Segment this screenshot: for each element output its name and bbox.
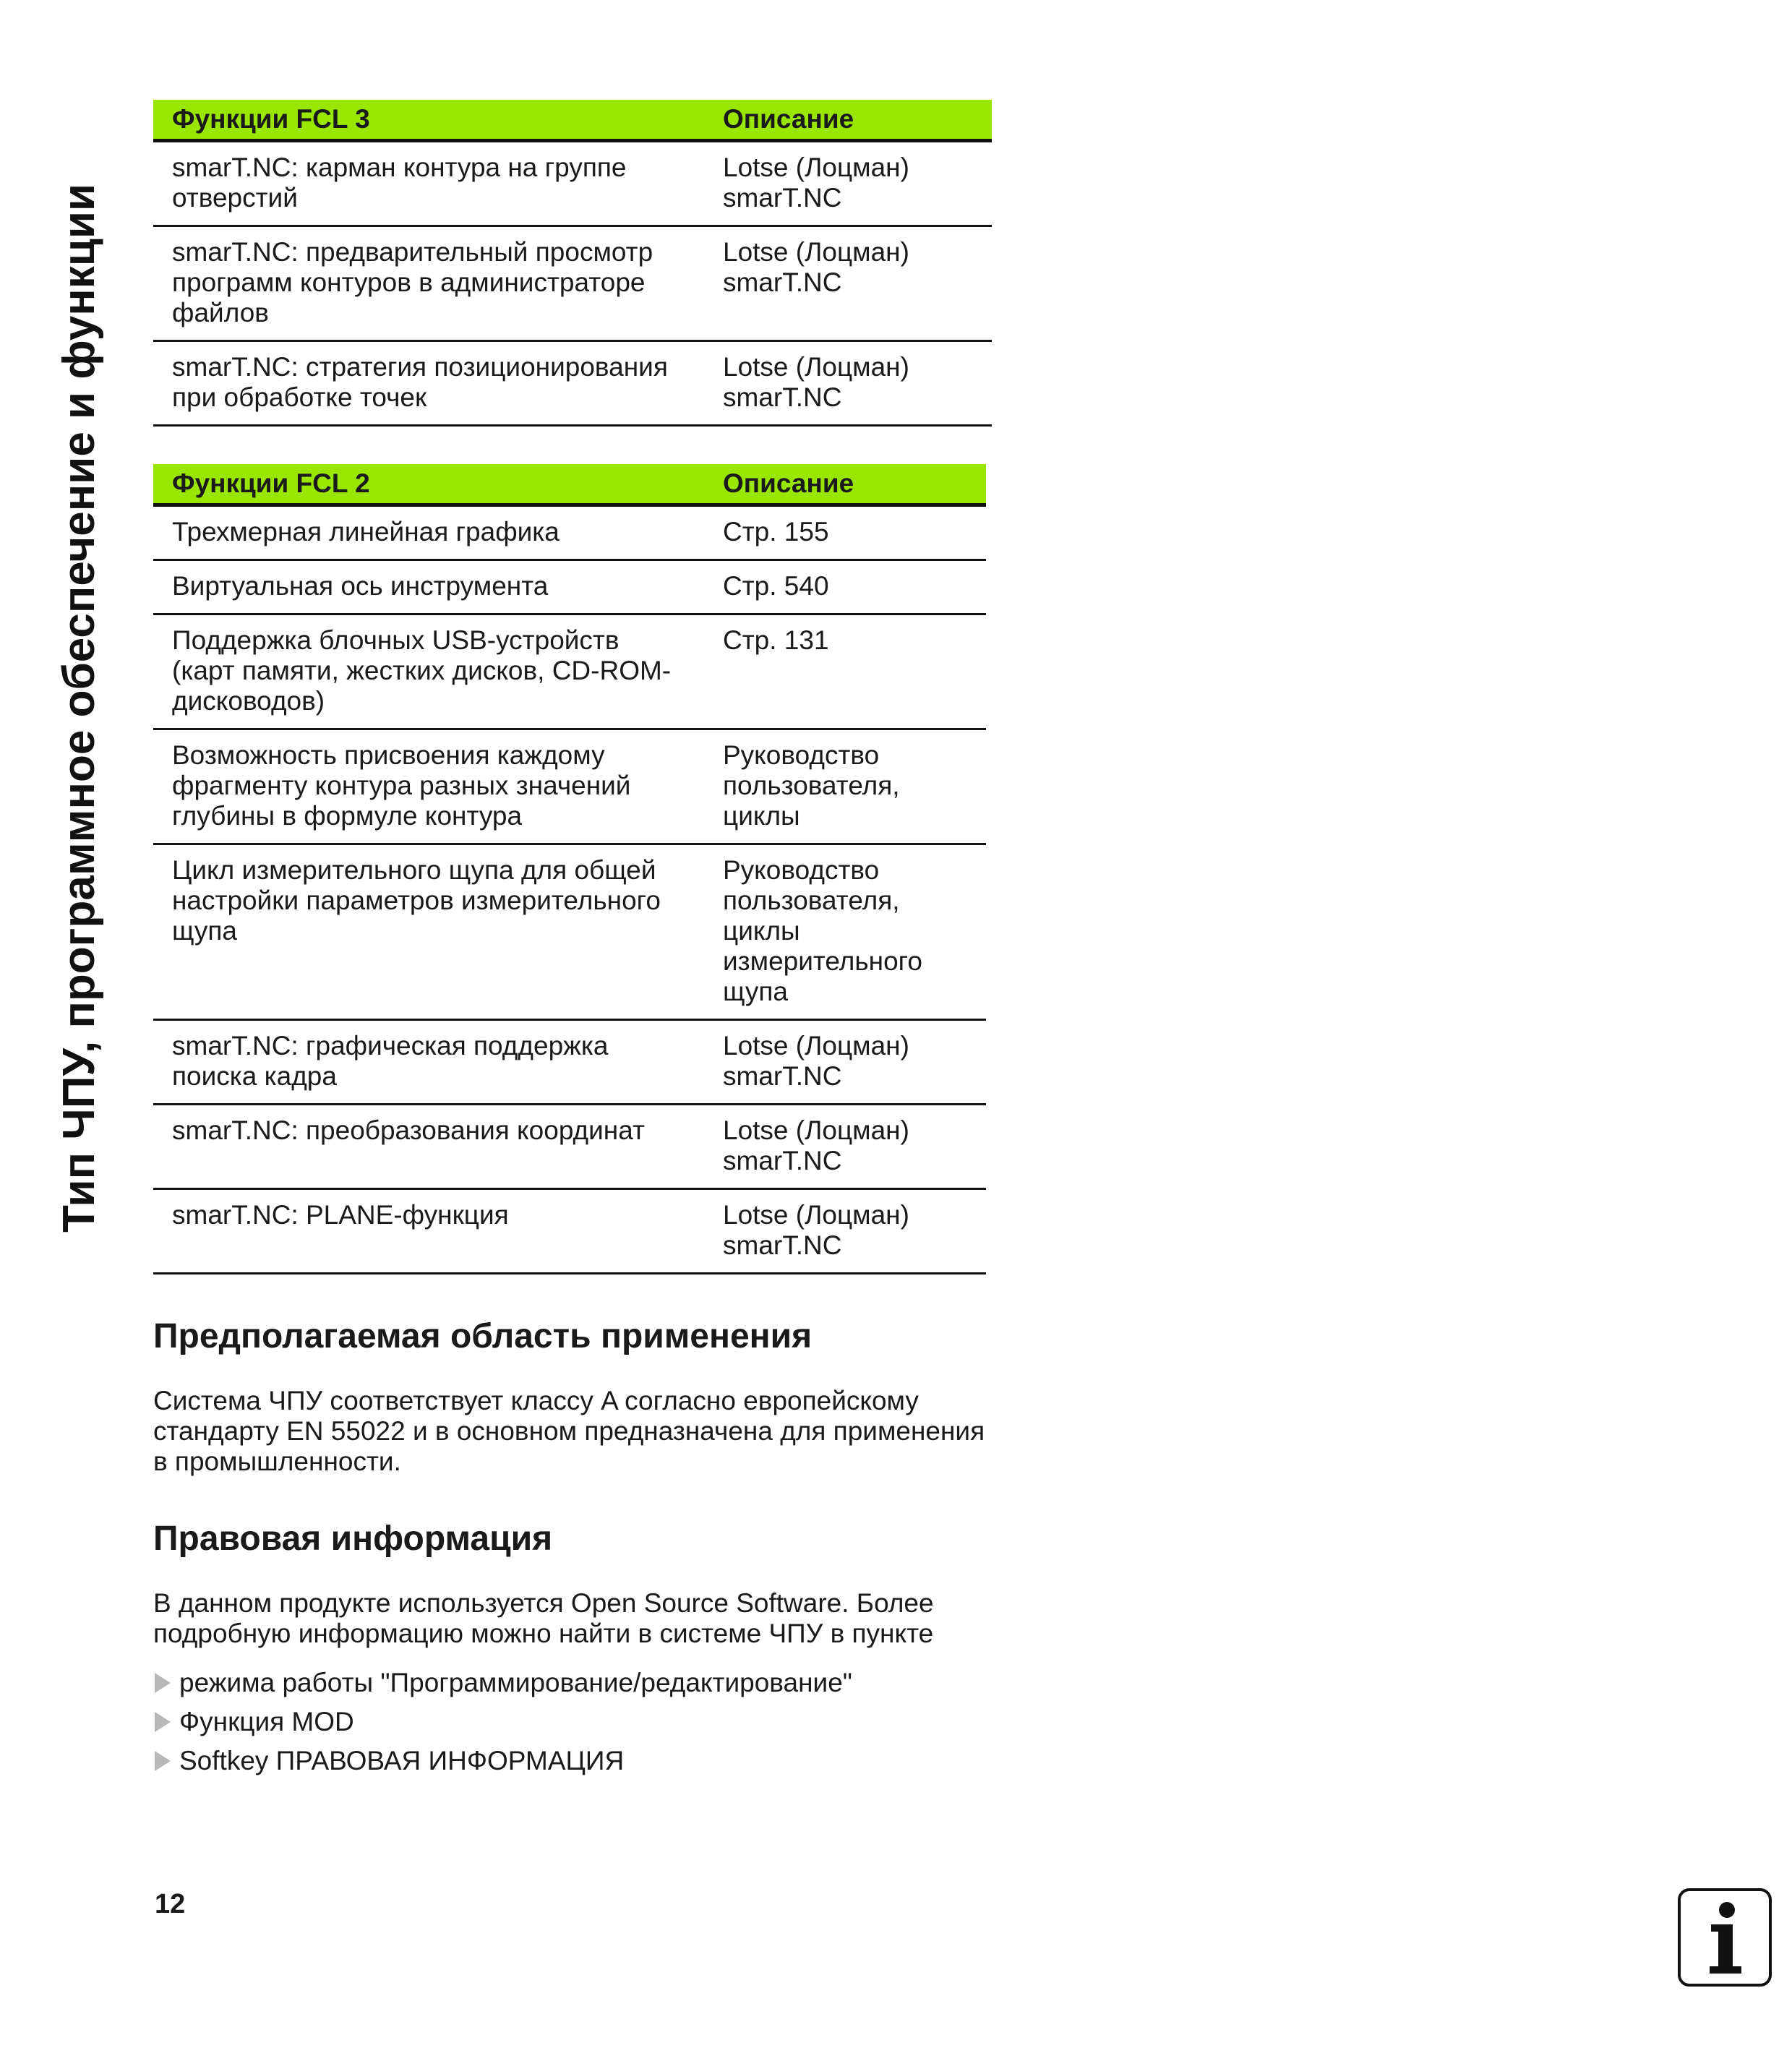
header-functions: Функции FCL 3 (153, 100, 704, 141)
triangle-bullet-icon (155, 1712, 171, 1732)
table-row (153, 1020, 986, 1105)
chapter-title: Тип ЧПУ, программное обеспечение и функции (54, 183, 104, 1233)
page-content (153, 100, 992, 1781)
function-cell: smarT.NC: предварительный просмотр программ контуров в администраторе файлов (153, 226, 704, 341)
function-cell: Виртуальная ось инструмента (153, 560, 704, 614)
table-row (153, 1189, 986, 1274)
table-row (153, 614, 986, 729)
page-number: 12 (155, 1889, 186, 1919)
description-cell: Руководство пользователя, циклы измерительного щупа (704, 844, 986, 1020)
function-cell: smarT.NC: PLANE-функция (153, 1189, 704, 1274)
legal-heading: Правовая информация (153, 1520, 553, 1558)
description-cell: Lotse (Лоцман) smarT.NC (704, 1189, 986, 1274)
triangle-bullet-icon (155, 1751, 171, 1771)
table-row (153, 844, 986, 1020)
description-cell: Руководство пользователя, циклы (704, 729, 986, 844)
list-item (153, 1741, 992, 1781)
table-header-row (153, 100, 992, 141)
table-row (153, 505, 986, 560)
function-cell: Поддержка блочных USB-устройств (карт памяти, жестких дисков, CD-ROM-дисководов) (153, 614, 704, 729)
table-row (153, 226, 992, 341)
function-cell: Трехмерная линейная графика (153, 505, 704, 560)
table-row (153, 560, 986, 614)
legal-steps-list (153, 1663, 992, 1781)
table-row (153, 341, 992, 426)
step-label: Функция MOD (179, 1707, 354, 1736)
header-description: Описание (704, 100, 992, 141)
step-label: режима работы "Программирование/редактирование" (179, 1668, 852, 1697)
header-functions: Функции FCL 2 (153, 464, 704, 505)
step-label: Softkey ПРАВОВАЯ ИНФОРМАЦИЯ (179, 1746, 625, 1775)
list-item (153, 1663, 992, 1702)
list-item (153, 1702, 992, 1741)
fcl2-table (153, 464, 986, 1274)
fcl3-table (153, 100, 992, 427)
table-row (153, 1105, 986, 1189)
function-cell: smarT.NC: карман контура на группе отверстий (153, 141, 704, 226)
function-cell: smarT.NC: преобразования координат (153, 1105, 704, 1189)
description-cell: Lotse (Лоцман) smarT.NC (704, 141, 992, 226)
triangle-bullet-icon (155, 1673, 171, 1693)
function-cell: Возможность присвоения каждому фрагменту контура разных значений глубины в формуле контура (153, 729, 704, 844)
table-row (153, 141, 992, 226)
description-cell: Lotse (Лоцман) smarT.NC (704, 226, 992, 341)
usage-text: Система ЧПУ соответствует классу A согласно европейскому стандарту EN 55022 и в основном предназначена для применения в промышленности. (153, 1386, 985, 1476)
function-cell: smarT.NC: графическая поддержка поиска кадра (153, 1020, 704, 1105)
description-cell: Стр. 155 (704, 505, 986, 560)
table-row (153, 729, 986, 844)
description-cell: Стр. 540 (704, 560, 986, 614)
description-cell: Lotse (Лоцман) smarT.NC (704, 341, 992, 426)
description-cell: Стр. 131 (704, 614, 986, 729)
usage-heading: Предполагаемая область применения (153, 1317, 813, 1355)
header-description: Описание (704, 464, 986, 505)
info-icon (1678, 1888, 1772, 1987)
description-cell: Lotse (Лоцман) smarT.NC (704, 1020, 986, 1105)
function-cell: smarT.NC: стратегия позиционирования при обработке точек (153, 341, 704, 426)
function-cell: Цикл измерительного щупа для общей настройки параметров измерительного щупа (153, 844, 704, 1020)
legal-text: В данном продукте используется Open Source Software. Более подробную информацию можно найти в системе ЧПУ в пункте (153, 1588, 934, 1648)
table-header-row (153, 464, 986, 505)
description-cell: Lotse (Лоцман) smarT.NC (704, 1105, 986, 1189)
